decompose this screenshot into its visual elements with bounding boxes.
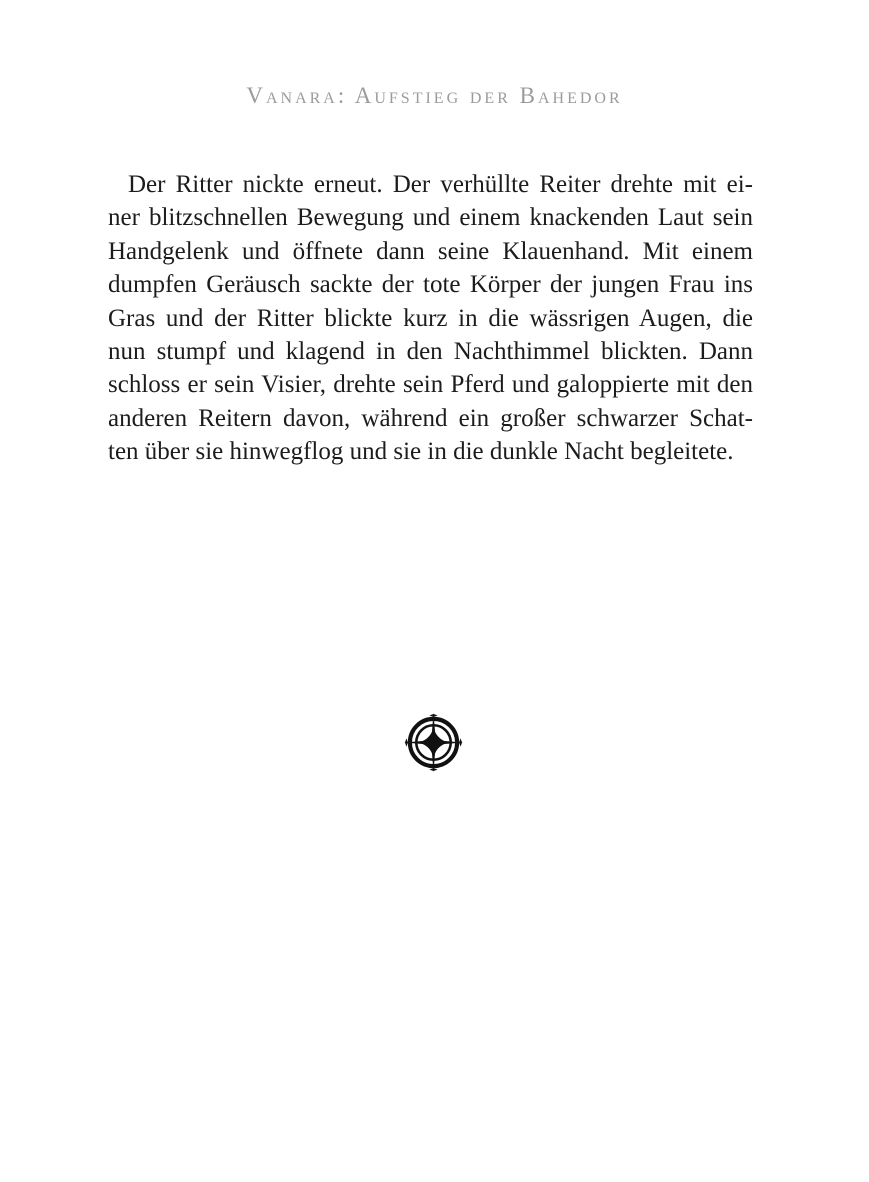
text-line: ten über sie hinwegflog und sie in die dunkle Nacht begleitete. [108, 438, 734, 466]
text-line: Der Ritter nickte erneut. Der verhüllte Reiter drehte mit ei- [128, 171, 753, 198]
text-line: anderen Reitern davon, während ein großer schwarzer Schat- [108, 404, 753, 432]
text-line: Handgelenk und öffnete dann seine Klauenhand. Mit einem [108, 237, 753, 265]
text-line: Gras und der Ritter blickte kurz in die wässrigen Augen, die [108, 304, 753, 332]
compass-rose-icon [402, 711, 465, 774]
running-head: Vanara: Aufstieg der Bahedor [246, 83, 623, 108]
paragraph [108, 168, 753, 469]
text-line: ner blitzschnellen Bewegung und einem knackenden Laut sein [108, 204, 753, 232]
text-line: nun stumpf und klagend in den Nachthimmel blickten. Dann [108, 338, 753, 366]
text-line: dumpfen Geräusch sackte der tote Körper der jungen Frau ins [108, 271, 753, 299]
text-line: schloss er sein Visier, drehte sein Pferd und galoppierte mit den [108, 371, 753, 399]
